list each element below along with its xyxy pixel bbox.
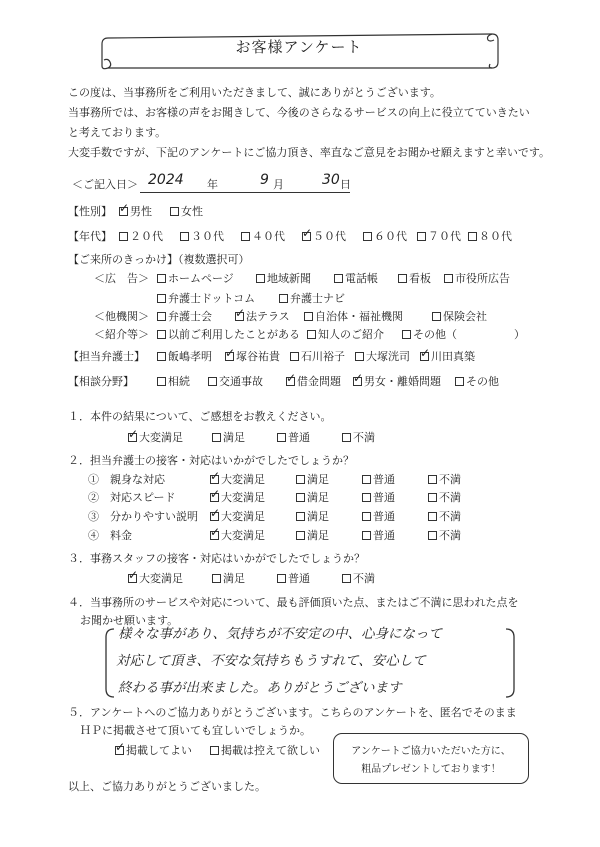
checkbox[interactable]: [157, 274, 166, 283]
date-underline: [140, 192, 350, 193]
intro-line-1: この度は、当事務所をご利用いただきまして、誠にありがとうございます。: [68, 86, 441, 99]
q4-answer-line-1[interactable]: 様々な事があり、気持ちが不安定の中、心身になって: [118, 626, 442, 642]
checkbox[interactable]: [362, 512, 371, 521]
trigger-option[interactable]: 地域新聞: [256, 272, 311, 285]
trigger-option[interactable]: 電話帳: [334, 272, 378, 285]
checkbox[interactable]: [296, 475, 305, 484]
q2-option[interactable]: 不満: [428, 491, 461, 504]
intro-line-4: 大変手数ですが、下記のアンケートにご協力頂き、率直なご意見をお聞かせ願えますと幸いです。: [68, 146, 551, 159]
checkbox[interactable]: [304, 312, 313, 321]
q5-option[interactable]: 掲載は控えて欲しい: [210, 744, 320, 757]
checkbox[interactable]: [428, 531, 437, 540]
field-option[interactable]: 交通事故: [208, 375, 263, 388]
q4-answer-line-2[interactable]: 対応して頂き、不安な気持ちもうすれて、安心して: [116, 653, 426, 669]
q2-option[interactable]: 普通: [362, 529, 395, 542]
checkbox[interactable]: [210, 746, 219, 755]
checkbox[interactable]: [286, 377, 295, 386]
checkbox[interactable]: [428, 475, 437, 484]
age-label: 【年代】: [68, 230, 112, 243]
gender-option-female[interactable]: 女性: [170, 205, 203, 218]
q3-option[interactable]: 満足: [212, 572, 245, 585]
q3-question: ３．事務スタッフの接客・対応はいかがでしたでしょうか？: [68, 552, 365, 565]
checkbox[interactable]: [157, 294, 166, 303]
checkbox[interactable]: [180, 232, 189, 241]
q2-option[interactable]: 普通: [362, 473, 395, 486]
q2-option[interactable]: 満足: [296, 491, 329, 504]
q2-option[interactable]: 普通: [362, 491, 395, 504]
trigger-option[interactable]: 看板: [398, 272, 431, 285]
q5-question-line-2: ＨＰに掲載させて頂いても宜しいでしょうか。: [80, 724, 311, 737]
q1-question: １．本件の結果について、ご感想をお教えください。: [68, 410, 332, 423]
q2-option[interactable]: ✓ 大変満足: [210, 491, 265, 504]
checkbox[interactable]: [296, 493, 305, 502]
q2-row-label: ① 親身な対応: [88, 473, 165, 486]
q2-option[interactable]: ✓ 大変満足: [210, 529, 265, 542]
checkbox[interactable]: [363, 232, 372, 241]
checkbox[interactable]: [212, 574, 221, 583]
checkbox[interactable]: [210, 512, 219, 521]
q2-question: ２．担当弁護士の接客・対応はいかがでしたでしょうか？: [68, 454, 354, 467]
lawyer-option[interactable]: ✓ 川田真築: [420, 350, 475, 363]
checkbox[interactable]: [128, 574, 137, 583]
q2-row-label: ④ 料金: [88, 529, 132, 542]
age-option[interactable]: ７０代: [417, 230, 461, 243]
q2-option[interactable]: ✓ 大変満足: [210, 473, 265, 486]
trigger-option[interactable]: 市役所広告: [444, 272, 510, 285]
checkbox[interactable]: [241, 232, 250, 241]
age-option[interactable]: ６０代: [363, 230, 407, 243]
gift-notice-line-1: アンケートご協力いただいた方に、: [351, 746, 511, 757]
q5-option[interactable]: ✓掲載してよい: [115, 744, 192, 757]
trigger-option[interactable]: 弁護士ナビ: [279, 292, 345, 305]
lawyer-option[interactable]: 大塚洸司: [355, 350, 410, 363]
age-option[interactable]: ８０代: [468, 230, 512, 243]
q2-option[interactable]: 不満: [428, 510, 461, 523]
trigger-intro-label: ＜紹介等＞: [94, 328, 149, 341]
checkbox[interactable]: [225, 352, 234, 361]
intro-line-3: と考えております。: [68, 126, 167, 139]
lawyer-option[interactable]: 飯嶋孝明: [157, 350, 212, 363]
field-option[interactable]: その他: [455, 375, 499, 388]
q2-option[interactable]: 普通: [362, 510, 395, 523]
trigger-org-label: ＜他機関＞: [94, 310, 149, 323]
checkbox[interactable]: [417, 232, 426, 241]
q1-option[interactable]: 普通: [277, 431, 310, 444]
q4-question-line-2: お聞かせ願います。: [80, 614, 179, 627]
gender-option-male[interactable]: ✓ 男性: [119, 205, 152, 218]
field-label: 【相談分野】: [68, 375, 134, 388]
checkbox[interactable]: [277, 574, 286, 583]
trigger-option[interactable]: 知人のご紹介: [307, 328, 384, 341]
checkbox[interactable]: [455, 377, 464, 386]
gift-notice: [333, 733, 529, 784]
checkbox[interactable]: [334, 274, 343, 283]
checkbox[interactable]: [157, 352, 166, 361]
trigger-option[interactable]: ✓ 法テラス: [235, 310, 290, 323]
checkbox[interactable]: [362, 475, 371, 484]
checkbox[interactable]: [432, 312, 441, 321]
trigger-option-other[interactable]: その他（: [402, 328, 457, 341]
checkbox[interactable]: [210, 531, 219, 540]
checkbox[interactable]: [444, 274, 453, 283]
q2-row-label: ② 対応スピード: [88, 491, 176, 504]
checkbox[interactable]: [208, 377, 217, 386]
date-year-unit: 年: [207, 178, 218, 191]
field-option[interactable]: ✓ 借金問題: [286, 375, 341, 388]
lawyer-label: 【担当弁護士】: [68, 350, 145, 363]
q2-option[interactable]: 不満: [428, 473, 461, 486]
checkbox[interactable]: [212, 433, 221, 442]
q3-option[interactable]: 普通: [277, 572, 310, 585]
checkbox[interactable]: [302, 232, 311, 241]
q1-option[interactable]: 不満: [342, 431, 375, 444]
checkbox[interactable]: [342, 433, 351, 442]
checkbox[interactable]: [362, 493, 371, 502]
checkbox[interactable]: [402, 330, 411, 339]
closing-text: 以上、ご協力ありがとうございました。: [68, 780, 266, 793]
date-label: ＜ご記入日＞: [72, 178, 138, 191]
trigger-ad-label: ＜広 告＞: [94, 272, 149, 285]
trigger-option[interactable]: ホームページ: [157, 272, 234, 285]
checkbox[interactable]: [398, 274, 407, 283]
age-option[interactable]: ３０代: [180, 230, 224, 243]
gender-label: 【性別】: [68, 205, 112, 218]
checkbox[interactable]: [157, 330, 166, 339]
trigger-option[interactable]: 弁護士ドットコム: [157, 292, 255, 305]
age-option[interactable]: ４０代: [241, 230, 285, 243]
checkbox[interactable]: [157, 377, 166, 386]
trigger-option[interactable]: 弁護士会: [157, 310, 212, 323]
trigger-other-close: ）: [514, 328, 525, 341]
checkbox[interactable]: [119, 232, 128, 241]
checkbox[interactable]: [296, 531, 305, 540]
checkbox[interactable]: [210, 475, 219, 484]
checkbox[interactable]: [420, 352, 429, 361]
q4-answer-line-3[interactable]: 終わる事が出来ました。ありがとうございます: [118, 680, 402, 696]
q2-option[interactable]: 満足: [296, 529, 329, 542]
date-month-unit: 月: [273, 178, 284, 191]
checkbox[interactable]: [279, 294, 288, 303]
q1-option[interactable]: ✓大変満足: [128, 431, 183, 444]
q4-question-line-1: ４．当事務所のサービスや対応について、最も評価頂いた点、またはご不満に思われた点を: [68, 596, 519, 609]
checkbox[interactable]: [342, 574, 351, 583]
lawyer-option[interactable]: 石川裕子: [290, 350, 345, 363]
q2-option[interactable]: 不満: [428, 529, 461, 542]
checkbox[interactable]: [468, 232, 477, 241]
checkbox[interactable]: [210, 493, 219, 502]
checkbox[interactable]: [235, 312, 244, 321]
trigger-option[interactable]: 以前ご利用したことがある: [157, 328, 300, 341]
checkbox[interactable]: [428, 512, 437, 521]
trigger-label: 【ご来所のきっかけ】（複数選択可）: [68, 253, 250, 266]
checkbox[interactable]: [353, 377, 362, 386]
trigger-option[interactable]: 自治体・福祉機関: [304, 310, 403, 323]
checkbox[interactable]: [290, 352, 299, 361]
q3-option[interactable]: 不満: [342, 572, 375, 585]
intro-line-2: 当事務所では、お客様の声をお聞きして、今後のさらなるサービスの向上に役立てていきたい: [68, 106, 530, 119]
age-option[interactable]: ✓ ５０代: [302, 230, 346, 243]
page-title: お客様アンケート: [235, 38, 363, 56]
checkbox[interactable]: [296, 512, 305, 521]
trigger-option[interactable]: 保険会社: [432, 310, 487, 323]
checkbox[interactable]: [119, 207, 128, 216]
q2-option[interactable]: 満足: [296, 473, 329, 486]
q2-option[interactable]: 満足: [296, 510, 329, 523]
checkbox[interactable]: [115, 746, 124, 755]
checkbox[interactable]: [307, 330, 316, 339]
q2-option[interactable]: ✓ 大変満足: [210, 510, 265, 523]
date-month-value: 9: [260, 172, 269, 188]
gift-notice-line-2: 粗品プレゼントしております！: [361, 763, 501, 775]
field-option[interactable]: ✓ 男女・離婚問題: [353, 375, 441, 388]
date-day-unit: 日: [340, 178, 351, 191]
age-option[interactable]: ２０代: [119, 230, 163, 243]
checkbox[interactable]: [170, 207, 179, 216]
q1-option[interactable]: 満足: [212, 431, 245, 444]
q5-question-line-1: ５．アンケートへのご協力ありがとうございます。こちらのアンケートを、匿名でそのまま: [68, 706, 517, 719]
q2-row-label: ③ 分かりやすい説明: [88, 510, 198, 523]
q3-option[interactable]: ✓大変満足: [128, 572, 183, 585]
lawyer-option[interactable]: ✓ 塚谷祐貴: [225, 350, 280, 363]
date-year-value: 2024: [148, 172, 184, 188]
date-day-value: 30: [322, 172, 340, 188]
checkbox[interactable]: [157, 312, 166, 321]
checkbox[interactable]: [362, 531, 371, 540]
checkbox[interactable]: [277, 433, 286, 442]
checkbox[interactable]: [128, 433, 137, 442]
field-option[interactable]: 相続: [157, 375, 190, 388]
checkbox[interactable]: [355, 352, 364, 361]
checkbox[interactable]: [256, 274, 265, 283]
checkbox[interactable]: [428, 493, 437, 502]
